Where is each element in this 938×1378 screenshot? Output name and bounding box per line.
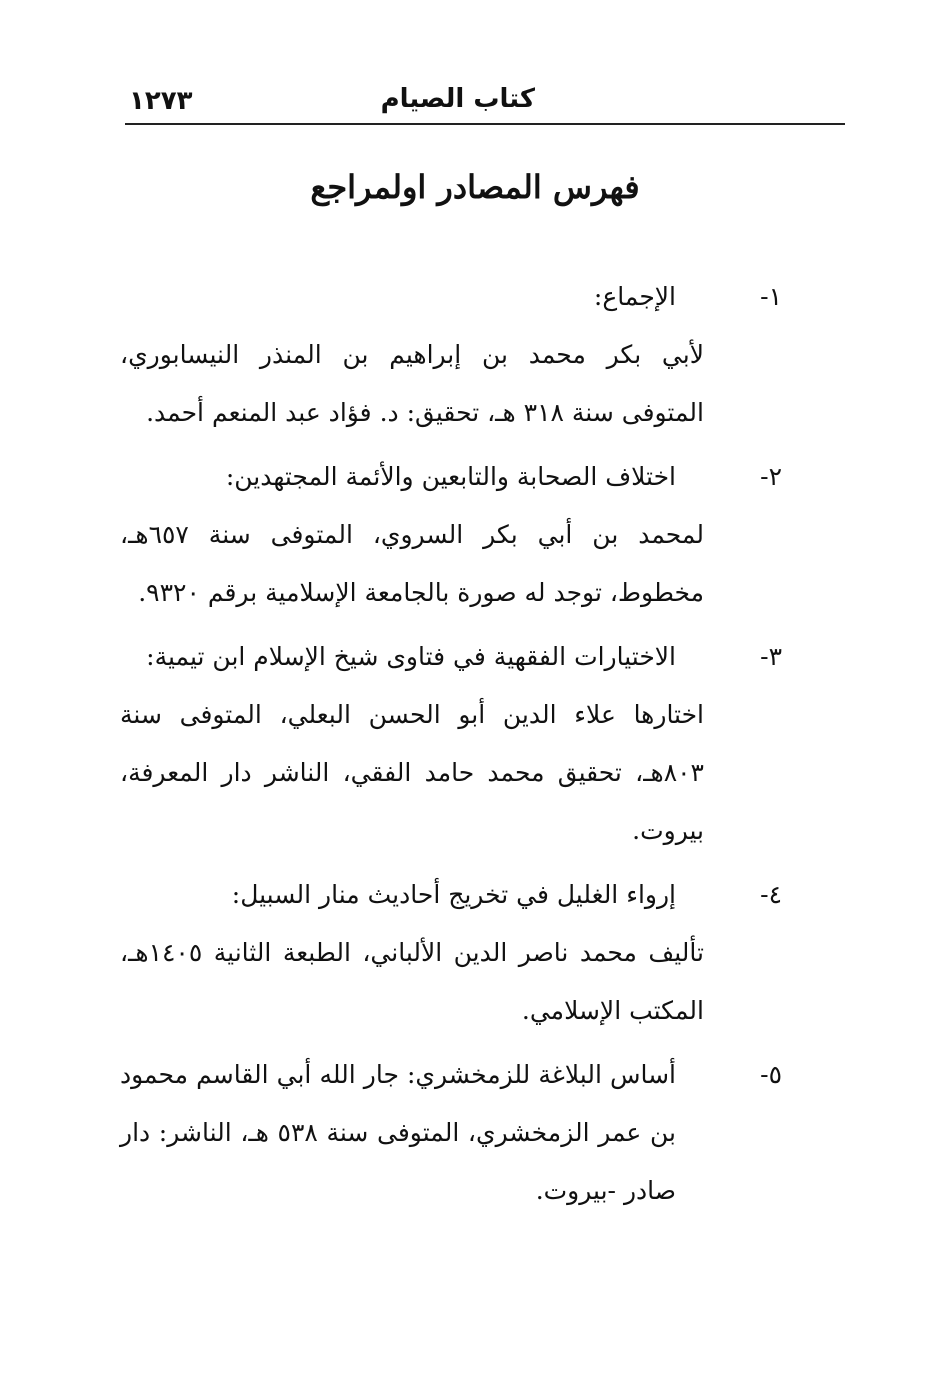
page-number: ١٢٧٣	[129, 86, 193, 116]
page-header	[125, 80, 845, 122]
entry-body: لأبي بكر محمد بن إبراهيم بن المنذر النيسابوري، المتوفى سنة ٣١٨ هـ، تحقيق: د. فؤاد عبد المنعم أحمد.	[120, 340, 704, 427]
references-list	[120, 268, 800, 1226]
entry-title: إرواء الغليل في تخريج أحاديث منار السبيل:	[231, 880, 676, 909]
entry-number: ٤-	[760, 880, 782, 909]
entry-body: تأليف محمد ناصر الدين الألباني، الطبعة الثانية ١٤٠٥هـ، المكتب الإسلامي.	[120, 938, 704, 1025]
reference-entry	[120, 628, 800, 860]
page-heading: فهرس المصادر اولمراجع	[310, 168, 640, 206]
reference-entry	[120, 448, 800, 622]
reference-entry	[120, 1046, 800, 1220]
entry-title: اختلاف الصحابة والتابعين والأئمة المجتهدين:	[225, 462, 676, 491]
entry-number: ١-	[760, 282, 782, 311]
entry-title: أساس البلاغة للزمخشري: جار الله أبي القاسم محمود بن عمر الزمخشري، المتوفى سنة ٥٣٨ هـ، الناشر: دار صادر -بيروت.	[120, 1060, 676, 1205]
reference-entry	[120, 866, 800, 1040]
header-rule	[125, 123, 845, 125]
entry-title: الاختيارات الفقهية في فتاوى شيخ الإسلام ابن تيمية:	[146, 642, 676, 671]
running-title: كتاب الصيام	[380, 84, 535, 114]
entry-body: لمحمد بن أبي بكر السروي، المتوفى سنة ٦٥٧هـ، مخطوط، توجد له صورة بالجامعة الإسلامية برقم ٩٣٢٠.	[120, 520, 704, 607]
entry-body: اختارها علاء الدين أبو الحسن البعلي، المتوفى سنة ٨٠٣هـ، تحقيق محمد حامد الفقي، الناشر دار المعرفة، بيروت.	[120, 700, 704, 845]
entry-number: ٢-	[760, 462, 782, 491]
entry-number: ٥-	[760, 1060, 782, 1089]
entry-number: ٣-	[760, 642, 782, 671]
entry-title: الإجماع:	[593, 282, 676, 311]
reference-entry	[120, 268, 800, 442]
